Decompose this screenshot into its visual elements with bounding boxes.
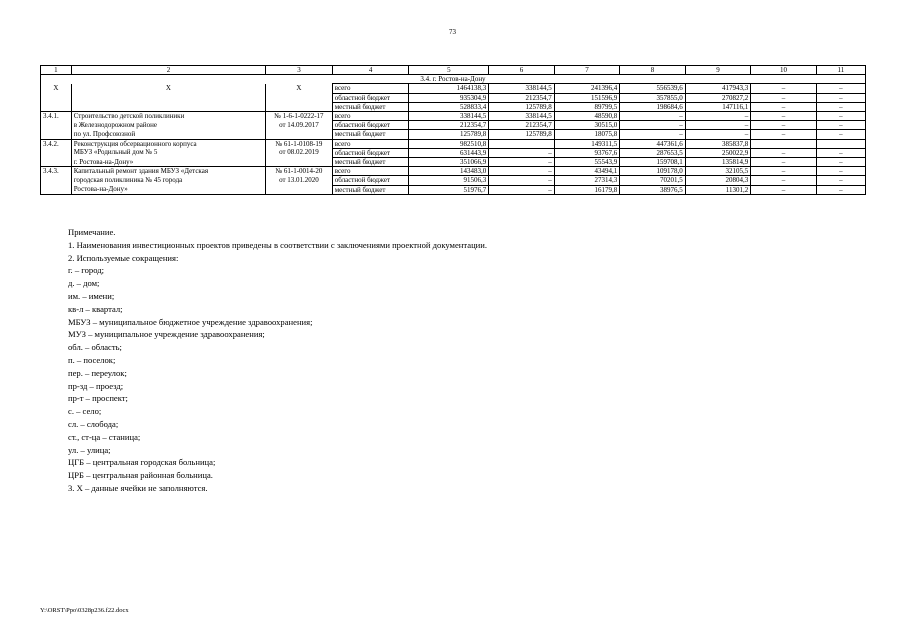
project-document [266,185,333,194]
note-line: п. – поселок; [68,354,116,365]
value-cell: 27314,3 [554,176,620,185]
project-name: Капитальный ремонт здания МБУЗ «Детская [71,167,265,176]
value-cell: 18075,8 [554,130,620,139]
project-document: № 1-6-1-0222-17 [266,112,333,121]
project-name: Строительство детской поликлиники [71,112,265,121]
budget-type: всего [332,112,409,121]
summary-col1: Х [41,84,72,93]
value-cell: 351066,9 [409,158,489,167]
table-row [41,139,866,148]
value-cell: – [751,158,817,167]
value-cell: – [751,176,817,185]
value-cell: 143483,0 [409,167,489,176]
value-cell: – [620,130,686,139]
note-line: с. – село; [68,406,102,417]
value-cell: – [489,167,555,176]
value-cell: 287653,5 [620,148,686,157]
section-title: 3.4. г. Ростов-на-Дону [41,75,866,84]
value-cell: 109178,0 [620,167,686,176]
project-document: от 13.01.2020 [266,176,333,185]
header-cell: 9 [685,66,751,75]
value-cell: 43494,1 [554,167,620,176]
value-cell: 32105,5 [685,167,751,176]
empty-cell [71,102,265,111]
value-cell: 125789,8 [489,102,555,111]
table-row [41,158,866,167]
header-cell: 11 [816,66,865,75]
value-cell: – [816,148,865,157]
value-cell: – [751,93,817,102]
budget-type: областной бюджет [332,121,409,130]
value-cell: – [489,148,555,157]
project-number [41,121,72,130]
value-cell: 51976,7 [409,185,489,194]
note-line: пер. – переулок; [68,367,127,378]
value-cell: 631443,9 [409,148,489,157]
budget-type: всего [332,139,409,148]
project-document [266,130,333,139]
value-cell: 385837,8 [685,139,751,148]
budget-type: всего [332,167,409,176]
project-name: по ул. Профсоюзной [71,130,265,139]
empty-cell [71,93,265,102]
note-line: Примечание. [68,227,116,237]
value-cell: 212354,7 [409,121,489,130]
investment-table [40,65,866,195]
value-cell: 212354,7 [489,121,555,130]
project-number [41,176,72,185]
project-name: в Железнодорожном районе [71,121,265,130]
note-line: МУЗ – муниципальное учреждение здравоохранения; [68,329,265,340]
value-cell: – [751,167,817,176]
note-line: ЦРБ – центральная районная больница. [68,470,213,481]
page-number: 73 [449,28,456,36]
value-cell: 338144,5 [489,84,555,93]
value-cell: – [685,112,751,121]
file-path-footer: Y:\ORST\Ppo\0328p236.f22.docx [40,607,129,614]
budget-type: областной бюджет [332,148,409,157]
value-cell: 125789,8 [409,130,489,139]
value-cell: – [620,121,686,130]
value-cell: 89799,5 [554,102,620,111]
note-line: 3. Х – данные ячейки не заполняются. [68,482,208,493]
header-cell: 5 [409,66,489,75]
value-cell: 528833,4 [409,102,489,111]
value-cell: – [751,148,817,157]
value-cell: 30515,0 [554,121,620,130]
table-row [41,167,866,176]
note-line: кв-л – квартал; [68,303,123,314]
value-cell: 417943,3 [685,84,751,93]
value-cell: 270827,2 [685,93,751,102]
project-name: г. Ростова-на-Дону» [71,158,265,167]
note-line: МБУЗ – муниципальное бюджетное учреждение здравоохранения; [68,316,313,327]
value-cell: 70201,5 [620,176,686,185]
table-header-row [41,66,866,75]
value-cell: 91506,3 [409,176,489,185]
table-row [41,176,866,185]
value-cell: – [751,84,817,93]
empty-cell [41,102,72,111]
budget-type: областной бюджет [332,93,409,102]
value-cell: – [620,112,686,121]
value-cell: – [816,185,865,194]
value-cell: 16179,8 [554,185,620,194]
value-cell: 447361,6 [620,139,686,148]
project-number [41,148,72,157]
table-row [41,93,866,102]
note-line: ЦГБ – центральная городская больница; [68,457,216,468]
budget-type: местный бюджет [332,185,409,194]
project-document: от 14.09.2017 [266,121,333,130]
value-cell [816,139,865,148]
table-row [41,130,866,139]
table-row [41,112,866,121]
value-cell: – [751,185,817,194]
budget-type: областной бюджет [332,176,409,185]
value-cell: – [751,102,817,111]
budget-type: местный бюджет [332,130,409,139]
note-line: г. – город; [68,265,105,276]
value-cell: – [751,121,817,130]
note-line: пр-зд – проезд; [68,380,124,391]
header-cell: 4 [332,66,409,75]
value-cell: 556539,6 [620,84,686,93]
header-cell: 10 [751,66,817,75]
budget-type: местный бюджет [332,102,409,111]
project-number [41,158,72,167]
value-cell: 48590,8 [554,112,620,121]
value-cell: 338144,5 [409,112,489,121]
empty-cell [266,102,333,111]
header-cell: 3 [266,66,333,75]
value-cell: 149311,5 [554,139,620,148]
project-name: городская поликлиника № 45 города [71,176,265,185]
header-cell: 7 [554,66,620,75]
value-cell: – [816,130,865,139]
note-line: сл. – слобода; [68,418,119,429]
empty-cell [41,93,72,102]
value-cell: – [685,130,751,139]
header-cell: 6 [489,66,555,75]
value-cell: – [489,158,555,167]
value-cell: 38976,5 [620,185,686,194]
note-line: им. – имени; [68,290,115,301]
value-cell: – [816,121,865,130]
notes-block [68,226,487,495]
section-title-row [41,75,866,84]
project-document: № 61-1-0108-19 [266,139,333,148]
value-cell: – [489,176,555,185]
value-cell: 11301,2 [685,185,751,194]
project-number [41,185,72,194]
value-cell: 147116,1 [685,102,751,111]
value-cell [489,139,555,148]
note-line: обл. – область; [68,342,122,353]
project-name: Ростова-на-Дону» [71,185,265,194]
project-document: № 61-1-0014-20 [266,167,333,176]
project-name: МБУЗ «Родильный дом № 5 [71,148,265,157]
value-cell: 151596,9 [554,93,620,102]
value-cell: 55543,9 [554,158,620,167]
project-number: 3.4.2. [41,139,72,148]
value-cell: 1464138,3 [409,84,489,93]
summary-col3: Х [266,84,333,93]
budget-type: всего [332,84,409,93]
project-number [41,130,72,139]
value-cell: – [751,112,817,121]
summary-col2: Х [71,84,265,93]
value-cell: – [816,167,865,176]
value-cell: 125789,8 [489,130,555,139]
project-name: Реконструкция обсервационного корпуса [71,139,265,148]
empty-cell [266,93,333,102]
value-cell: – [816,112,865,121]
project-number: 3.4.3. [41,167,72,176]
table-row [41,185,866,194]
table-row [41,148,866,157]
value-cell: 338144,5 [489,112,555,121]
note-line: пр-т – проспект; [68,393,128,404]
table-row [41,84,866,93]
value-cell: 935304,9 [409,93,489,102]
note-line: д. – дом; [68,278,100,289]
note-line: 1. Наименования инвестиционных проектов приведены в соответствии с заключениями проектной документации. [68,239,488,250]
value-cell: – [751,130,817,139]
value-cell: 250022,9 [685,148,751,157]
table-row [41,121,866,130]
value-cell: – [685,121,751,130]
value-cell: 135814,9 [685,158,751,167]
header-cell: 1 [41,66,72,75]
value-cell: 982510,8 [409,139,489,148]
note-line: ул. – улица; [68,444,111,455]
value-cell: 198684,6 [620,102,686,111]
project-document: от 08.02.2019 [266,148,333,157]
value-cell [751,139,817,148]
note-line: ст., ст-ца – станица; [68,431,141,442]
value-cell: 241396,4 [554,84,620,93]
value-cell: – [816,102,865,111]
header-cell: 8 [620,66,686,75]
project-number: 3.4.1. [41,112,72,121]
value-cell: – [816,176,865,185]
value-cell: – [489,185,555,194]
project-document [266,158,333,167]
value-cell: – [816,84,865,93]
value-cell: – [816,158,865,167]
value-cell: 357855,0 [620,93,686,102]
value-cell: 212354,7 [489,93,555,102]
value-cell: 159708,1 [620,158,686,167]
header-cell: 2 [71,66,265,75]
value-cell: – [816,93,865,102]
budget-type: местный бюджет [332,158,409,167]
value-cell: 20804,3 [685,176,751,185]
note-line: 2. Используемые сокращения: [68,252,179,263]
table-row [41,102,866,111]
value-cell: 93767,6 [554,148,620,157]
